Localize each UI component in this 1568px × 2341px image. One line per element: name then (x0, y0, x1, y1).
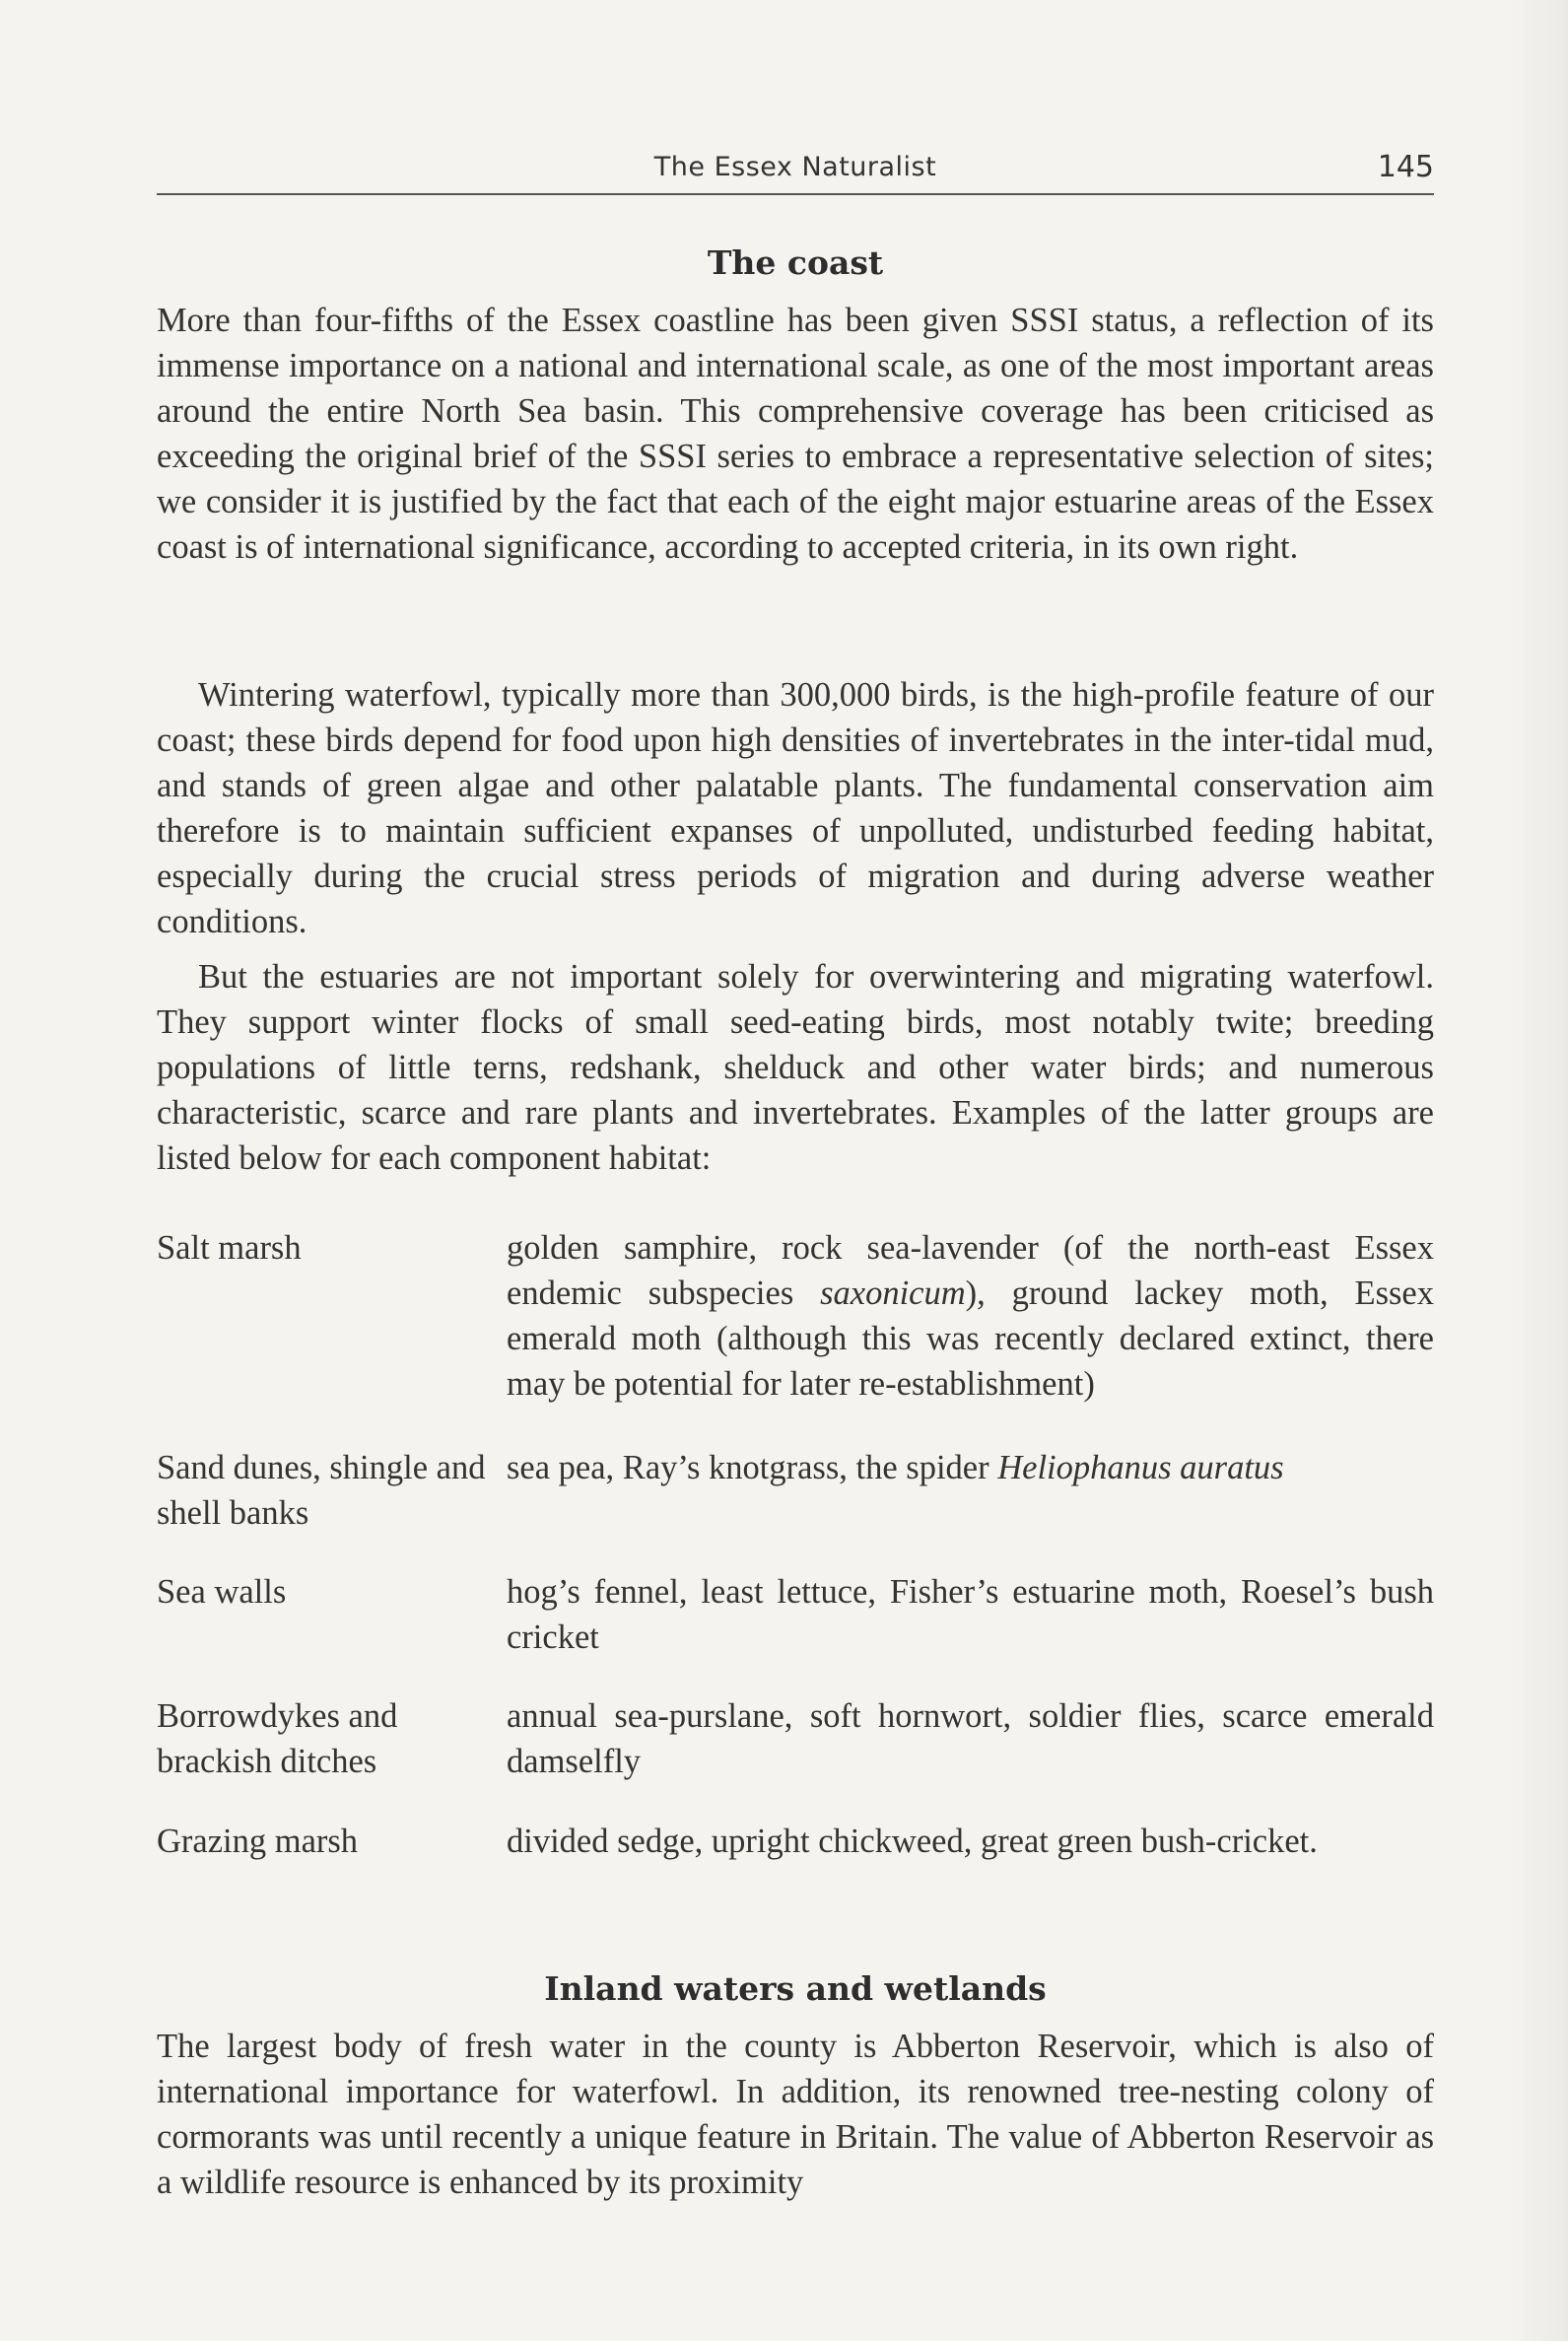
paragraph-coast-2: Wintering waterfowl, typically more than 300,000 birds, is the high-profile feature of our coast; these birds depend for food upon high densities of invertebrates in the inter-tidal mud, and stands of green algae and other palatable plants. The fundamental conservation aim therefore is to maintain sufficient expanses of unpolluted, undisturbed feeding habitat, especially during the crucial stress periods of migration and during adverse weather conditions. (157, 676, 1434, 940)
page-number: 145 (1377, 150, 1434, 184)
section-heading-inland: Inland waters and wetlands (544, 1969, 1047, 2008)
habitat-species: hog’s fennel, least lettuce, Fisher’s estuarine moth, Roesel’s bush cricket (507, 1573, 1434, 1656)
habitat-name: Sand dunes, shingle and shell banks (157, 1449, 486, 1532)
paragraph-coast-3: But the estuaries are not important solely for overwintering and migrating waterfowl. They support winter flocks of small seed-eating birds, most notably twite; breeding populations of little terns, redshank, shelduck and other water birds; and numerous characteristic, scarce and rare plants and invertebrates. Examples of the latter groups are listed below for each component habitat: (157, 958, 1434, 1177)
page-gutter-shadow (1509, 0, 1568, 2341)
habitat-species: golden samphire, rock sea-lavender (of the north-east Essex endemic subspecies saxonicum), ground lackey moth, Essex emerald moth (although this was recently declared extinct, there may be potential for later re-establishment) (507, 1229, 1434, 1403)
running-header (157, 146, 1434, 195)
habitat-species: divided sedge, upright chickweed, great green bush-cricket. (507, 1823, 1318, 1860)
habitat-name: Grazing marsh (157, 1823, 359, 1860)
habitat-name: Borrowdykes and brackish ditches (157, 1697, 398, 1780)
habitat-species: sea pea, Ray’s knotgrass, the spider Heliophanus auratus (507, 1449, 1284, 1486)
habitat-name: Sea walls (157, 1573, 287, 1611)
paragraph-inland-1: The largest body of fresh water in the county is Abberton Reservoir, which is also of international importance for waterfowl. In addition, its renowned tree-nesting colony of cormorants was until recently a unique feature in Britain. The value of Abberton Reservoir as a wildlife resource is enhanced by its proximity (157, 2028, 1434, 2201)
habitat-species: annual sea-purslane, soft hornwort, soldier flies, scarce emerald damselfly (507, 1697, 1434, 1780)
habitat-name: Salt marsh (157, 1229, 302, 1267)
journal-title: The Essex Naturalist (653, 152, 937, 182)
section-heading-coast: The coast (707, 243, 884, 282)
paragraph-coast-1: More than four-fifths of the Essex coastline has been given SSSI status, a reflection of its immense importance on a national and international scale, as one of the most important areas around the entire North Sea basin. This comprehensive coverage has been criticised as exceeding the original brief of the SSSI series to embrace a representative selection of sites; we consider it is justified by the fact that each of the eight major estuarine areas of the Essex coast is of international significance, according to accepted criteria, in its own right. (157, 302, 1434, 566)
